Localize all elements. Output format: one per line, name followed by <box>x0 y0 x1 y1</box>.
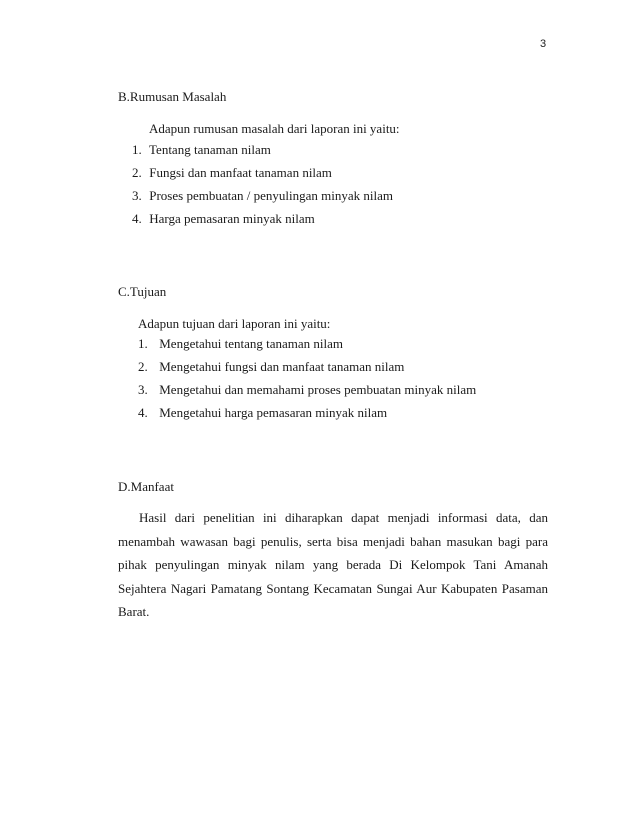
section-heading-rumusan: B.Rumusan Masalah <box>118 89 227 104</box>
list-item: 3. Mengetahui dan memahami proses pembuatan minyak nilam <box>138 382 477 397</box>
page-number: 3 <box>540 38 547 50</box>
section-heading-manfaat: D.Manfaat <box>118 479 174 494</box>
section-intro-tujuan: Adapun tujuan dari laporan ini yaitu: <box>138 316 331 331</box>
list-item: 3. Proses pembuatan / penyulingan minyak nilam <box>132 188 393 203</box>
section-paragraph-manfaat: Hasil dari penelitian ini diharapkan dapat menjadi informasi data, dan menambah wawasan bagi penulis, serta bisa menjadi bahan masukan bagi para pihak penyulingan minyak nilam yang berada Di Kelompok Tani Amanah Sejahtera Nagari Pamatang Sontang Kecamatan Sungai Aur Kabupaten Pasaman Barat. <box>118 510 548 619</box>
list-item: 2. Mengetahui fungsi dan manfaat tanaman nilam <box>138 359 405 374</box>
list-item: 4. Harga pemasaran minyak nilam <box>132 211 315 226</box>
section-intro-rumusan: Adapun rumusan masalah dari laporan ini yaitu: <box>149 121 400 136</box>
list-item: 1. Tentang tanaman nilam <box>132 142 271 157</box>
list-item: 2. Fungsi dan manfaat tanaman nilam <box>132 165 332 180</box>
list-item: 1. Mengetahui tentang tanaman nilam <box>138 336 343 351</box>
section-heading-tujuan: C.Tujuan <box>118 284 167 299</box>
list-tujuan <box>138 332 476 424</box>
list-rumusan <box>132 138 393 230</box>
list-item: 4. Mengetahui harga pemasaran minyak nilam <box>138 405 388 420</box>
